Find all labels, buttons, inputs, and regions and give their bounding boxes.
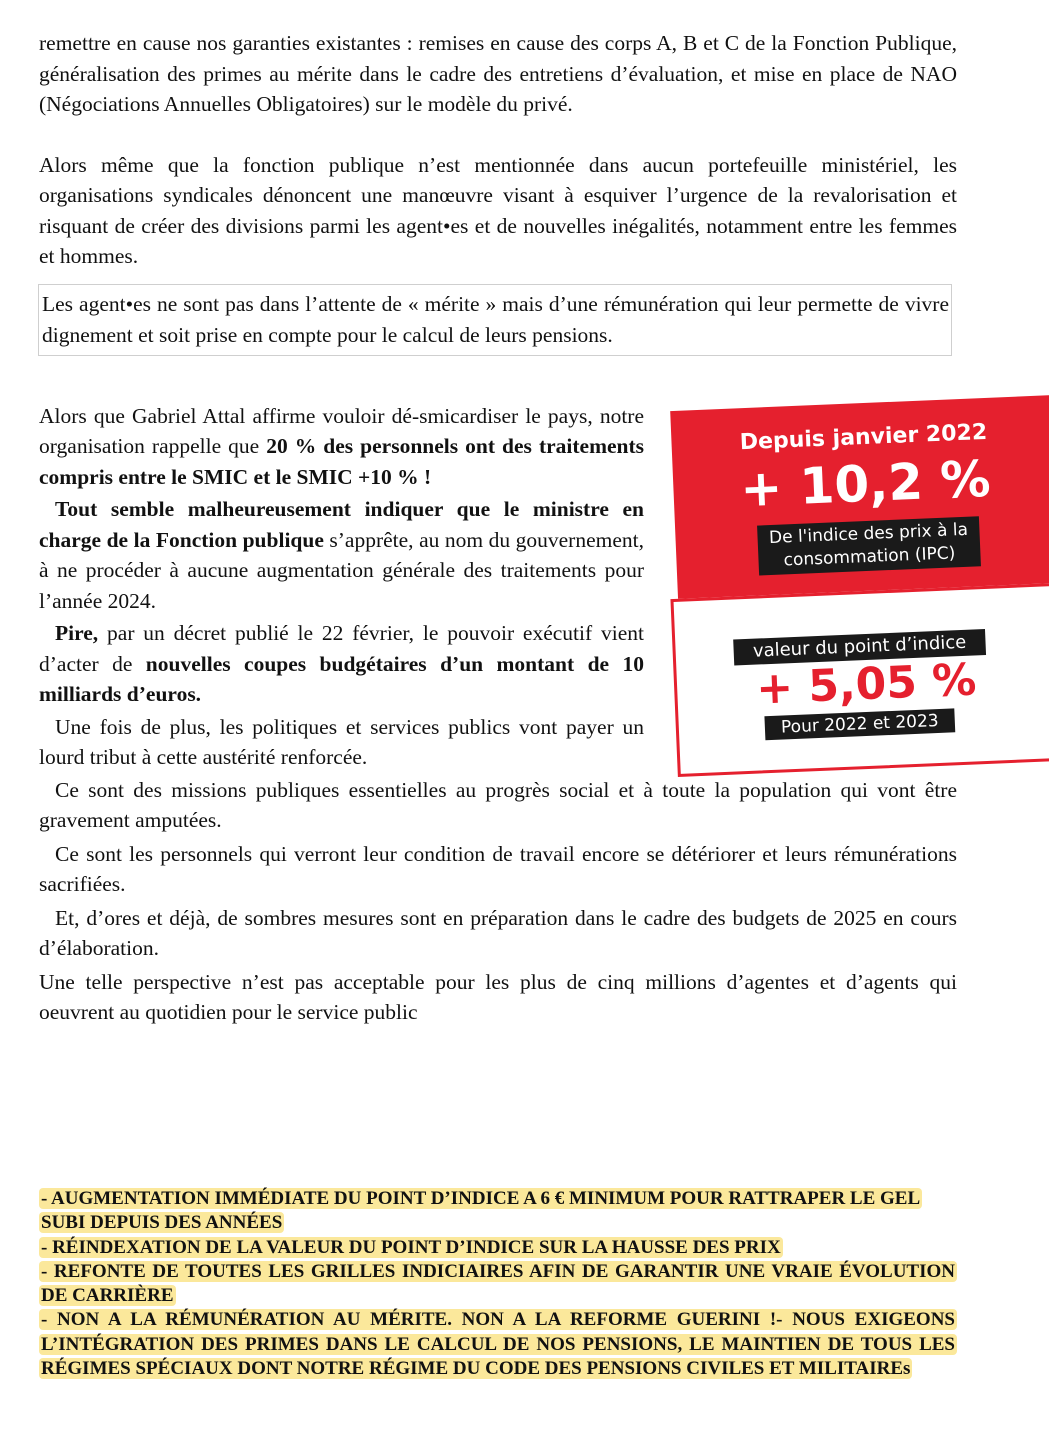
paragraph-personnels: Ce sont les personnels qui verront leur condition de travail encore se détériorer et leurs rémunérations sacrifiées. <box>39 841 957 896</box>
paragraph-decree <box>39 618 644 710</box>
paragraph-budgets: Et, d’ores et déjà, de sombres mesures sont en préparation dans le cadre des budgets de 2025 en cours d’élaboration. <box>39 905 957 960</box>
ipc-label: De l'indice des prix à la consommation (IPC) <box>757 516 981 575</box>
ipc-value: + 10,2 % <box>739 449 992 518</box>
two-column-section <box>39 401 992 773</box>
paragraph-minister <box>39 494 644 616</box>
ipc-title: Depuis janvier 2022 <box>739 419 988 455</box>
demand-item <box>36 1187 960 1236</box>
paragraph-austerity: Une fois de plus, les politiques et services publics vont payer un lourd tribut à cette austérité renforcée. <box>39 714 644 769</box>
demand-item <box>36 1308 960 1381</box>
decree-bold-2: nouvelles coupes budgétaires d’un montant de 10 milliards d’euros. <box>39 651 644 706</box>
demand-item <box>36 1260 960 1309</box>
decree-bold-1: Pire, <box>55 621 99 645</box>
point-indice-panel <box>670 583 1049 777</box>
paragraph-unions: Alors même que la fonction publique n’est mentionnée dans aucun portefeuille ministériel, les organisations syndicales dénoncent une manœuvre visant à esquiver l’urgence de la revalorisation et risquant de créer des divisions parmi les agent•es et de nouvelles inégalités, notamment entre les femmes et hommes. <box>39 152 957 268</box>
paragraph-perspective: Une telle perspective n’est pas acceptable pour les plus de cinq millions d’agentes et d’agents qui oeuvrent au quotidien pour le service public <box>39 969 957 1024</box>
paragraph-attal <box>39 401 644 493</box>
demand-grilles: - REFONTE DE TOUTES LES GRILLES INDICIAIRES AFIN DE GARANTIR UNE VRAIE ÉVOLUTION DE CARRIÈRE <box>41 1260 955 1307</box>
closing-paragraphs <box>39 775 957 1028</box>
paragraph-missions: Ce sont des missions publiques essentielles au progrès social et à toute la population qui vont être gravement amputées. <box>39 777 957 832</box>
inflation-infographic <box>660 393 1049 788</box>
point-indice-period: Pour 2022 et 2023 <box>764 708 955 740</box>
minister-bold: Tout semble malheureusement indiquer que le ministre en charge de la Fonction publique <box>39 497 644 552</box>
demand-merite: - NON A LA RÉMUNÉRATION AU MÉRITE. NON A LA REFORME GUERINI !- NOUS EXIGEONS L’INTÉGRATION DES PRIMES DANS LE CALCUL DE NOS PENSIONS, LE MAINTIEN DE TOUS LES RÉGIMES SPÉCIAUX DONT NOTRE RÉGIME DU CODE DES PENSIONS CIVILES ET MILITAIREs <box>41 1309 955 1380</box>
document-page <box>39 28 992 1031</box>
quote-text: Les agent•es ne sont pas dans l’attente de « mérite » mais d’une rémunération qui leur permette de vivre dignement et soit prise en compte pour le calcul de leurs pensions. <box>42 291 949 347</box>
minister-text: s’apprête, au nom du gouvernement, à ne procéder à aucune augmentation générale des traitements pour l’année 2024. <box>39 527 644 613</box>
ipc-panel <box>670 395 1049 601</box>
point-indice-value: + 5,05 % <box>755 653 978 715</box>
demand-item <box>36 1236 960 1260</box>
demand-reindexation: - RÉINDEXATION DE LA VALEUR DU POINT D’INDICE SUR LA HAUSSE DES PRIX <box>41 1236 781 1258</box>
demand-point-indice: - AUGMENTATION IMMÉDIATE DU POINT D’INDICE A 6 € MINIMUM POUR RATTRAPER LE GEL SUBI DEPUIS DES ANNÉES <box>41 1188 921 1234</box>
decree-text: par un décret publié le 22 février, le pouvoir exécutif vient d’acter de <box>39 621 644 676</box>
attal-bold: 20 % des personnels ont des traitements compris entre le SMIC et le SMIC +10 % ! <box>39 434 645 489</box>
left-column <box>39 401 644 773</box>
paragraph-guarantees: remettre en cause nos garanties existantes : remises en cause des corps A, B et C de la Fonction Publique, généralisation des primes au mérite dans le cadre des entretiens d’évaluation, et mise en place de NAO (Négociations Annuelles Obligatoires) sur le modèle du privé. <box>39 31 957 116</box>
demands-list <box>36 1187 960 1381</box>
attal-text: Alors que Gabriel Attal affirme vouloir dé-smicardiser le pays, notre organisation rappelle que <box>39 403 644 458</box>
point-indice-label: valeur du point d’indice <box>733 628 986 665</box>
quote-box <box>38 284 952 356</box>
